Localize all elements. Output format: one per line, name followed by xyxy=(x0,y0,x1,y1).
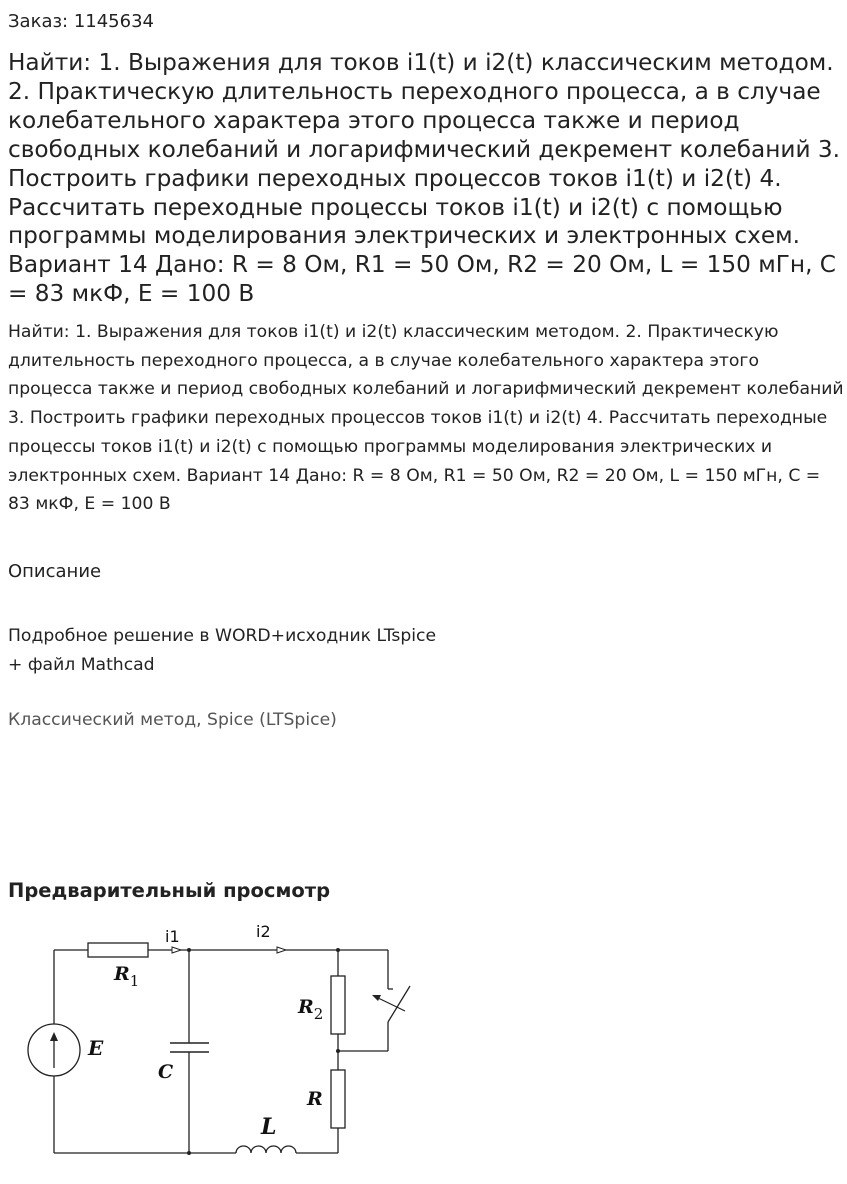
switch-icon xyxy=(372,986,410,1022)
solution-line-2: + файл Mathcad xyxy=(8,654,155,675)
inductor-icon xyxy=(236,1146,296,1153)
c-label: C xyxy=(158,1061,174,1083)
method-tags: Классический метод, Spice (LTSpice) xyxy=(8,710,337,730)
description-label: Описание xyxy=(8,561,102,582)
task-description: Найти: 1. Выражения для токов i1(t) и i2(t) классическим методом. 2. Практическую длительность переходного процесса, а в случае колебательного характера этого процесса также и период свободных колебаний и логарифмический декремент колебаний 3. Построить графики переходных процессов токов i1(t) и i2(t) 4. Рассчитать переходные процессы токов i1(t) и i2(t) с помощью программы моделирования электрических и электронных схем. Вариант 14 Дано: R = 8 Ом, R1 = 50 Ом, R2 = 20 Ом, L = 150 мГн, C = 83 мкФ, E = 100 В xyxy=(8,322,844,515)
node-dot xyxy=(187,1151,191,1155)
resistor-r1-icon xyxy=(88,943,148,957)
current-i1-arrow-icon xyxy=(172,947,181,953)
current-i2-label: i2 xyxy=(256,922,271,941)
r1-subscript: 1 xyxy=(129,972,140,990)
l-label: L xyxy=(261,1114,277,1140)
current-i2-arrow-icon xyxy=(277,947,286,953)
circuit-schematic xyxy=(0,912,430,1172)
e-label: E xyxy=(88,1036,104,1060)
r2-label: $R_2$ xyxy=(298,996,324,1023)
solution-details xyxy=(8,622,436,679)
r-label: R xyxy=(307,1088,323,1110)
task-heading: Найти: 1. Выражения для токов i1(t) и i2(t) классическим методом. 2. Практическую длительность переходного процесса, а в случае колебательного характера этого процесса также и период свободных колебаний и логарифмический декремент колебаний 3. Построить графики переходных процессов токов i1(t) и i2(t) 4. Рассчитать переходные процессы токов i1(t) и i2(t) с помощью программы моделирования электрических и электронных схем. Вариант 14 Дано: R = 8 Ом, R1 = 50 Ом, R2 = 20 Ом, L = 150 мГн, C = 83 мкФ, E = 100 В xyxy=(8,49,841,308)
preview-title: Предварительный просмотр xyxy=(8,879,331,902)
r1-label: $R_1$ xyxy=(114,963,140,990)
r2-subscript: 2 xyxy=(313,1005,324,1023)
capacitor-icon xyxy=(170,1043,209,1052)
voltage-source-icon xyxy=(28,1024,80,1076)
resistor-r-icon xyxy=(331,1070,345,1128)
solution-line-1: Подробное решение в WORD+исходник LTspice xyxy=(8,626,437,646)
current-i1-label: i1 xyxy=(165,927,180,946)
resistor-r2-icon xyxy=(331,976,345,1034)
order-number: Заказ: 1145634 xyxy=(8,11,154,32)
